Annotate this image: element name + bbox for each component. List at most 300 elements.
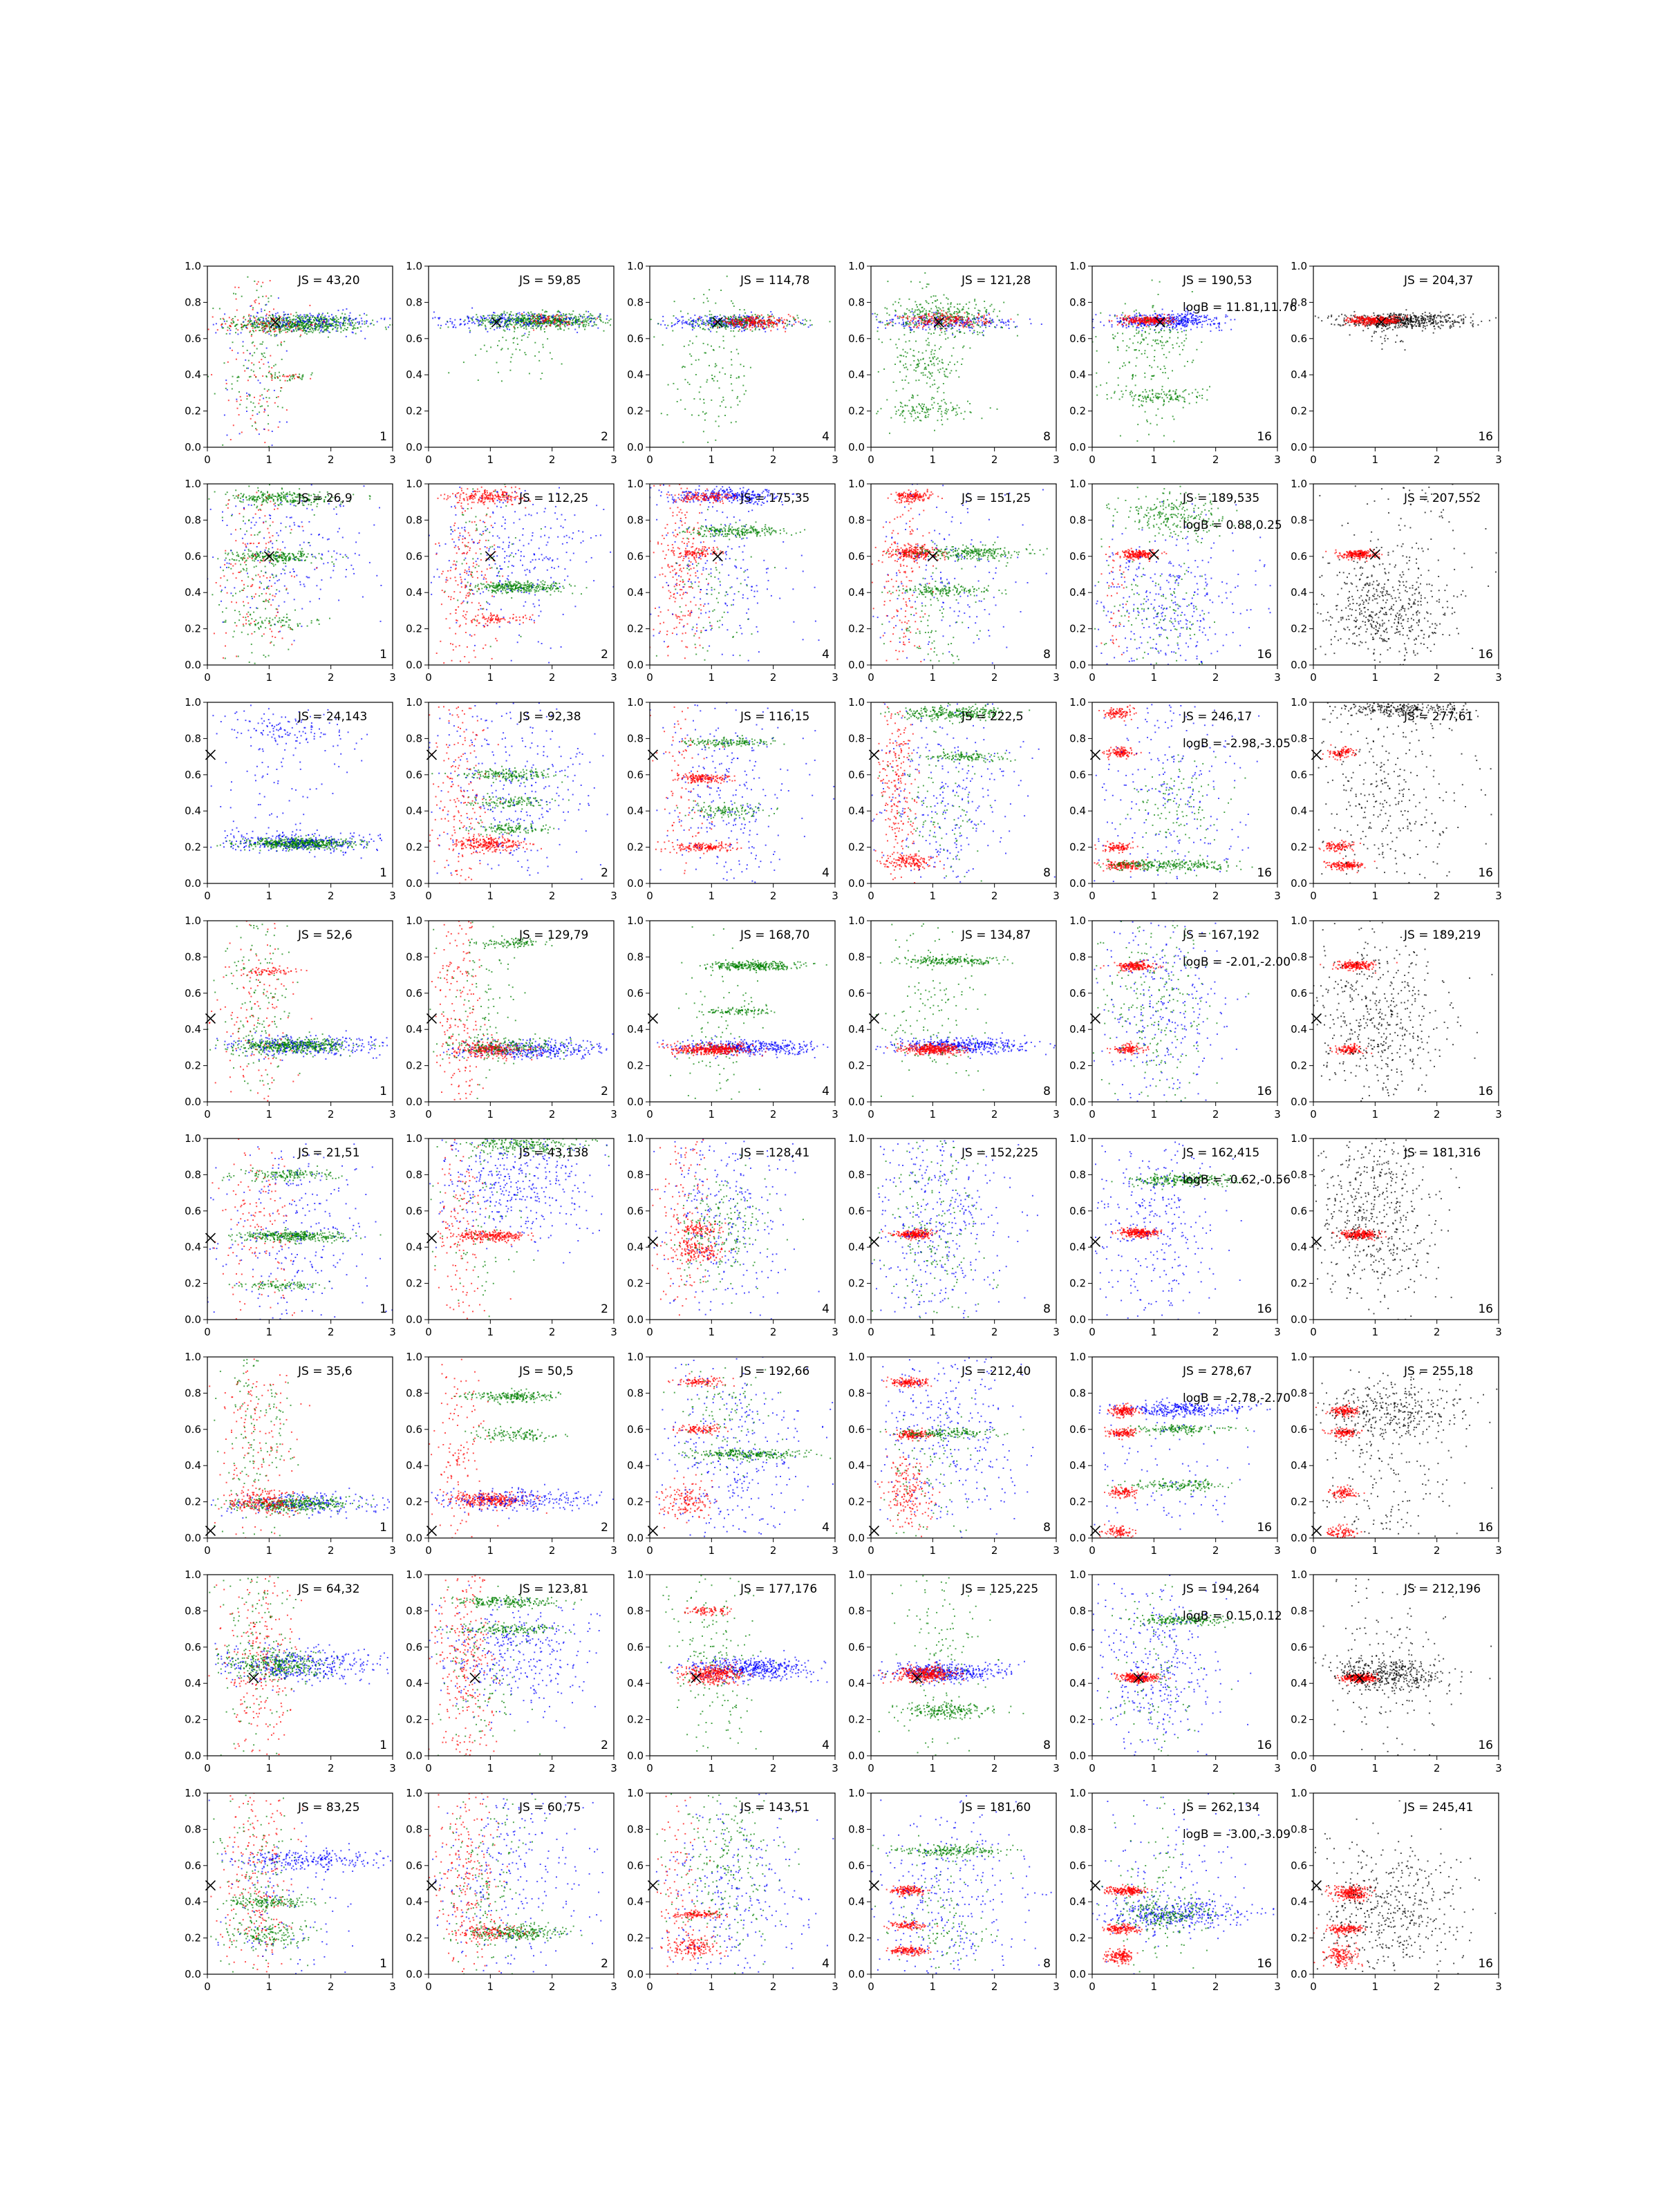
point	[939, 317, 940, 318]
point	[913, 331, 915, 332]
point	[948, 322, 950, 324]
point	[1181, 328, 1182, 330]
point	[971, 326, 973, 328]
point	[1138, 315, 1140, 317]
point	[908, 326, 910, 327]
point	[389, 324, 391, 326]
point	[940, 326, 941, 328]
point	[739, 401, 740, 402]
y-tick-label: 0.0	[848, 441, 865, 453]
point	[890, 321, 891, 323]
point	[282, 407, 283, 409]
point	[293, 319, 294, 320]
point	[1213, 323, 1215, 324]
point	[287, 317, 288, 319]
point	[757, 321, 758, 323]
x-tick-label: 2	[328, 453, 335, 466]
point	[734, 319, 735, 321]
point	[759, 329, 760, 330]
point	[270, 330, 271, 331]
point	[285, 380, 286, 382]
point	[229, 330, 231, 331]
point	[926, 300, 927, 301]
point	[977, 324, 978, 326]
cluster-green	[874, 294, 1019, 347]
point	[585, 324, 587, 326]
point	[227, 389, 228, 391]
x-tick-label: 0	[646, 453, 653, 466]
point	[974, 300, 975, 301]
point	[903, 328, 905, 329]
point	[921, 320, 922, 321]
point	[536, 318, 538, 319]
point	[952, 327, 953, 328]
point	[910, 322, 911, 324]
point	[980, 326, 981, 328]
point	[901, 379, 903, 381]
point	[907, 369, 908, 371]
point	[677, 401, 678, 402]
point	[922, 353, 924, 354]
point	[247, 328, 248, 329]
point	[1168, 318, 1170, 319]
point	[774, 317, 775, 319]
point	[880, 321, 881, 322]
point	[536, 323, 538, 324]
point	[1116, 315, 1118, 317]
point	[268, 333, 270, 335]
point	[229, 328, 230, 329]
point	[706, 413, 707, 414]
point	[483, 320, 485, 321]
point	[326, 330, 327, 331]
point	[275, 364, 276, 366]
point	[235, 293, 236, 294]
point	[740, 322, 741, 324]
point	[472, 320, 474, 321]
point	[270, 321, 271, 323]
point	[944, 322, 945, 324]
point	[282, 375, 283, 377]
point	[684, 409, 686, 410]
point	[260, 406, 261, 407]
point	[269, 324, 270, 326]
point	[263, 411, 265, 413]
point	[906, 376, 907, 377]
point	[1166, 326, 1168, 328]
point	[309, 329, 310, 330]
point	[1210, 325, 1212, 326]
point	[926, 318, 928, 319]
point	[785, 328, 786, 329]
point	[704, 402, 705, 404]
point	[928, 324, 930, 326]
point	[574, 316, 576, 317]
point	[1187, 320, 1188, 321]
point	[930, 351, 932, 353]
point	[763, 319, 765, 321]
point	[268, 415, 269, 416]
point	[924, 315, 926, 316]
point	[527, 312, 529, 313]
point	[264, 388, 265, 390]
point	[256, 290, 258, 291]
point	[264, 442, 265, 443]
point	[281, 341, 282, 343]
point	[310, 324, 312, 326]
point	[268, 321, 270, 322]
point	[933, 353, 935, 355]
point	[931, 399, 932, 400]
point	[285, 320, 287, 321]
point	[912, 395, 913, 396]
point	[971, 324, 972, 326]
point	[534, 313, 536, 315]
point	[555, 326, 556, 328]
point	[1197, 392, 1199, 393]
point	[754, 323, 756, 324]
point	[1218, 326, 1219, 327]
point	[771, 321, 772, 322]
point	[1002, 321, 1003, 323]
point	[333, 317, 335, 318]
point	[254, 302, 256, 303]
point	[899, 317, 900, 319]
point	[460, 319, 461, 320]
point	[247, 321, 249, 322]
point	[972, 328, 973, 329]
point	[761, 321, 762, 322]
point	[590, 317, 592, 319]
point	[968, 301, 970, 303]
point	[924, 319, 925, 321]
point	[947, 418, 948, 420]
axes-frame	[429, 266, 614, 447]
point	[926, 409, 928, 411]
point	[711, 346, 712, 347]
point	[527, 320, 529, 321]
point	[593, 318, 594, 319]
point	[1141, 318, 1142, 319]
point	[767, 322, 769, 324]
point	[261, 344, 263, 345]
point	[1156, 321, 1158, 323]
point	[493, 312, 494, 313]
point	[536, 321, 537, 322]
point	[750, 325, 751, 326]
point	[335, 322, 337, 324]
point	[370, 324, 371, 325]
point	[948, 319, 949, 321]
point	[324, 325, 325, 326]
point	[572, 324, 574, 325]
point	[255, 376, 256, 377]
point	[1184, 390, 1185, 391]
point	[265, 304, 267, 306]
point	[929, 328, 930, 330]
point	[254, 301, 255, 302]
point	[936, 314, 937, 315]
point	[735, 318, 736, 319]
point	[1159, 319, 1160, 320]
point	[559, 317, 560, 318]
point	[273, 365, 274, 366]
point	[1199, 395, 1200, 396]
point	[962, 324, 964, 326]
point	[579, 324, 581, 325]
point	[453, 324, 455, 326]
point	[468, 317, 469, 318]
point	[919, 323, 920, 324]
point	[344, 314, 346, 315]
point	[781, 317, 782, 319]
point	[1170, 397, 1172, 398]
point	[250, 330, 251, 332]
point	[991, 304, 993, 306]
point	[1114, 391, 1116, 393]
point	[749, 326, 750, 328]
point	[347, 327, 348, 328]
point	[909, 340, 910, 341]
point	[950, 306, 951, 308]
point	[316, 319, 317, 320]
point	[278, 297, 279, 299]
point	[259, 303, 260, 304]
point	[763, 317, 765, 318]
point	[754, 326, 756, 328]
point	[227, 435, 228, 436]
js-annotation: JS = 43,20	[297, 274, 360, 288]
point	[282, 324, 283, 325]
point	[937, 388, 938, 389]
point	[927, 321, 928, 323]
point	[541, 325, 543, 326]
point	[942, 315, 944, 316]
point	[326, 321, 328, 322]
point	[1163, 400, 1165, 401]
point	[1173, 319, 1174, 321]
point	[280, 391, 281, 392]
point	[1225, 322, 1226, 324]
point	[1145, 397, 1147, 399]
point	[512, 354, 513, 355]
point	[270, 335, 272, 336]
point	[744, 393, 745, 395]
point	[267, 332, 268, 333]
point	[715, 363, 716, 364]
point	[607, 322, 608, 324]
point	[948, 308, 950, 309]
point	[256, 325, 258, 326]
point	[881, 341, 883, 343]
point	[343, 318, 344, 319]
point	[556, 315, 557, 317]
point	[254, 317, 256, 319]
point	[494, 317, 496, 319]
point	[263, 323, 264, 324]
point	[887, 323, 888, 324]
point	[268, 429, 270, 431]
point	[702, 328, 704, 330]
point	[574, 329, 576, 330]
point	[1143, 317, 1145, 319]
point	[690, 317, 691, 319]
point	[984, 316, 985, 317]
point	[948, 364, 949, 365]
point	[1016, 326, 1018, 327]
point	[270, 295, 272, 297]
point	[571, 325, 572, 326]
point	[492, 321, 494, 323]
point	[496, 328, 498, 329]
point	[724, 325, 726, 326]
point	[559, 312, 561, 313]
point	[279, 332, 281, 334]
point	[950, 319, 952, 320]
point	[1147, 318, 1148, 319]
point	[335, 327, 336, 328]
point	[950, 303, 951, 305]
point	[955, 408, 957, 409]
point	[1138, 327, 1139, 328]
point	[511, 357, 512, 358]
point	[262, 317, 263, 318]
point	[944, 331, 946, 332]
point	[545, 310, 547, 312]
point	[776, 324, 778, 325]
point	[1159, 315, 1161, 316]
point	[485, 328, 487, 329]
point	[969, 321, 971, 322]
point	[682, 323, 683, 324]
point	[986, 321, 988, 322]
point	[211, 374, 212, 375]
point	[542, 344, 543, 346]
point	[364, 324, 366, 325]
point	[718, 326, 719, 328]
point	[963, 418, 964, 420]
subplot-r1-c5	[1069, 260, 1297, 466]
point	[702, 319, 704, 321]
point	[923, 326, 924, 327]
point	[926, 340, 927, 341]
point	[282, 330, 283, 331]
point	[256, 321, 258, 323]
point	[973, 332, 975, 333]
point	[941, 359, 943, 361]
point	[286, 350, 288, 352]
point	[968, 325, 969, 326]
point	[1153, 324, 1154, 325]
point	[939, 372, 940, 373]
point	[367, 326, 368, 327]
point	[1153, 397, 1154, 398]
point	[247, 324, 248, 326]
point	[525, 322, 527, 324]
point	[919, 420, 921, 421]
point	[256, 348, 258, 350]
point	[553, 322, 554, 324]
point	[1164, 319, 1165, 321]
point	[214, 393, 216, 395]
point	[939, 406, 940, 407]
point	[511, 315, 512, 317]
point	[876, 316, 877, 317]
point	[997, 409, 998, 410]
point	[890, 319, 891, 321]
point	[805, 319, 806, 320]
point	[930, 373, 931, 375]
point	[737, 326, 738, 328]
point	[735, 421, 737, 422]
point	[947, 315, 948, 317]
point	[221, 324, 222, 326]
point	[248, 394, 250, 395]
point	[1168, 315, 1170, 316]
point	[487, 331, 488, 332]
point	[241, 400, 242, 401]
point	[504, 311, 505, 312]
point	[507, 348, 509, 350]
point	[703, 399, 704, 400]
point	[268, 389, 270, 391]
point	[906, 308, 908, 310]
point	[321, 315, 323, 316]
point	[1181, 321, 1183, 322]
point	[901, 317, 902, 318]
point	[959, 310, 960, 312]
point	[282, 321, 283, 323]
point	[285, 314, 286, 315]
point	[986, 309, 987, 310]
point	[1001, 326, 1002, 328]
point	[279, 331, 280, 332]
point	[578, 317, 579, 318]
point	[964, 325, 966, 326]
point	[277, 312, 279, 314]
point	[1183, 325, 1185, 326]
point	[301, 318, 303, 319]
point	[327, 312, 328, 314]
point	[1207, 324, 1208, 325]
point	[521, 319, 523, 321]
point	[691, 326, 693, 327]
point	[747, 315, 748, 317]
point	[228, 400, 229, 401]
point	[892, 319, 893, 320]
point	[933, 312, 935, 313]
point	[1126, 327, 1127, 328]
point	[1161, 393, 1162, 395]
point	[950, 302, 952, 303]
point	[525, 318, 526, 319]
point	[536, 328, 537, 329]
point	[899, 299, 900, 300]
point	[744, 321, 746, 323]
point	[249, 395, 250, 397]
point	[336, 317, 337, 319]
point	[1161, 328, 1163, 329]
point	[728, 317, 729, 318]
point	[1133, 321, 1134, 322]
point	[312, 321, 314, 323]
point	[299, 321, 301, 323]
point	[541, 317, 543, 318]
point	[342, 309, 344, 310]
point	[310, 321, 312, 323]
point	[684, 379, 686, 380]
point	[949, 373, 950, 374]
